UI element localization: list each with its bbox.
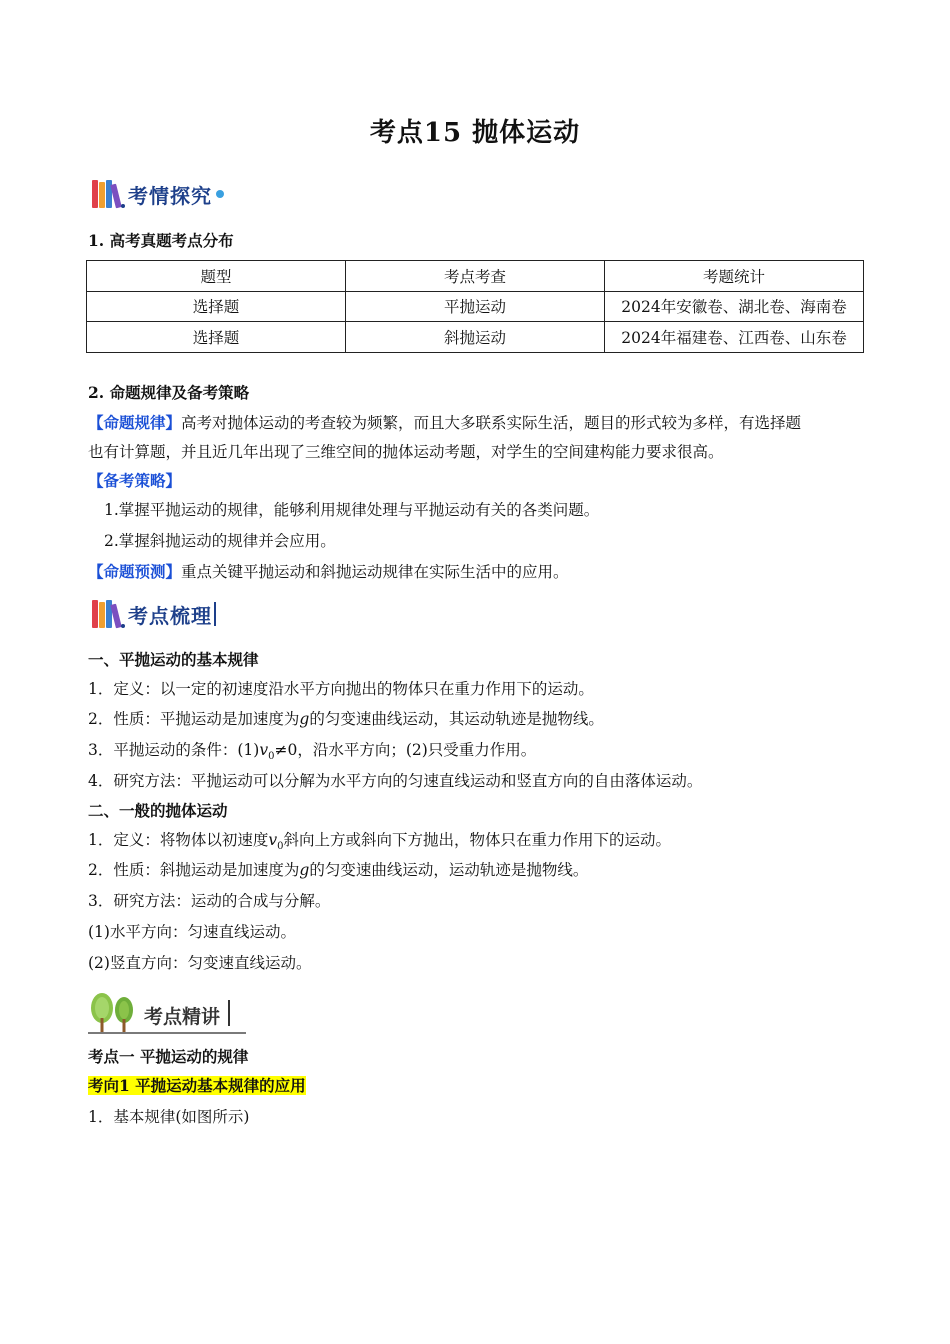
part3-heading: 考点一 平抛运动的规律 [88, 1047, 249, 1066]
exam-distribution-table [86, 260, 864, 353]
part1-line2: 2．性质：平抛运动是加速度为g的匀变速曲线运动，其运动轨迹是抛物线。 [88, 710, 604, 728]
section-banner-key-points [90, 596, 216, 632]
var-v: v [259, 741, 269, 759]
var-v: v [268, 831, 278, 849]
part1-line3: 3．平抛运动的条件：$(1)v_0\ne 0$，沿水平方向；(2)只受重力作用。 [88, 741, 537, 763]
table-cell: 2024年福建卷、江西卷、山东卷 [605, 322, 864, 353]
var-g: g [299, 710, 310, 728]
var-subscript: 0 [268, 751, 275, 763]
distribution-heading: 1. 高考真题考点分布 [88, 231, 234, 250]
part3-line1: 1．基本规律(如图所示) [88, 1108, 250, 1126]
table-header-cell: 考点考查 [346, 261, 605, 292]
banner-underline [88, 1032, 246, 1034]
rule-text: 高考对抛体运动的考查较为频繁，而且大多联系实际生活，题目的形式较为多样，有选择题 [181, 414, 802, 432]
strategy-heading: 2. 命题规律及备考策略 [88, 383, 250, 402]
table-row [87, 322, 864, 353]
rule-tag: 【命题规律】 [88, 413, 182, 432]
part2-line3: 3．研究方法：运动的合成与分解。 [88, 892, 331, 910]
table-header-cell: 考题统计 [605, 261, 864, 292]
tree-icon [88, 992, 138, 1034]
part1-heading: 一、平抛运动的基本规律 [88, 650, 259, 669]
part2-heading: 二、一般的抛体运动 [88, 801, 228, 820]
part2-line4: (1)水平方向：匀速直线运动。 [88, 923, 296, 941]
page-title: 考点15 抛体运动 [369, 118, 581, 148]
forecast-text: 重点关键平抛运动和斜抛运动规律在实际生活中的应用。 [181, 563, 569, 581]
table-header-row [87, 261, 864, 292]
part2-line2: 2．性质：斜抛运动是加速度为g的匀变速曲线运动，运动轨迹是抛物线。 [88, 861, 589, 879]
part1-line4: 4．研究方法：平抛运动可以分解为水平方向的匀速直线运动和竖直方向的自由落体运动。 [88, 772, 703, 790]
table-cell: 平抛运动 [346, 291, 605, 322]
section-banner-explanation [88, 992, 248, 1036]
table-header-cell: 题型 [87, 261, 346, 292]
highlighted-subheading: 考向1 平抛运动基本规律的应用 [88, 1076, 306, 1095]
part1-line1: 1．定义：以一定的初速度沿水平方向抛出的物体只在重力作用下的运动。 [88, 680, 594, 698]
banner-title: 考情探究 [128, 183, 212, 208]
banner-title: 考点梳理 [128, 603, 212, 628]
prep-item-1: 1.掌握平抛运动的规律，能够利用规律处理与平抛运动有关的各类问题。 [104, 501, 600, 519]
prep-tag: 【备考策略】 [88, 471, 182, 490]
part2-line5: (2)竖直方向：匀变速直线运动。 [88, 954, 312, 972]
table-cell: 选择题 [87, 322, 346, 353]
forecast-paragraph [88, 562, 569, 582]
table-cell: 选择题 [87, 291, 346, 322]
prep-item-2: 2.掌握斜抛运动的规律并会应用。 [104, 532, 336, 550]
dot-icon [216, 190, 224, 198]
section-banner-exam-analysis [90, 176, 224, 212]
books-icon [90, 178, 126, 210]
var-subscript: 0 [277, 841, 284, 853]
table-row [87, 291, 864, 322]
text-cursor [214, 602, 216, 626]
forecast-tag: 【命题预测】 [88, 562, 182, 581]
part2-line1: 1．定义：将物体以初速度$v_0$斜向上方或斜向下方抛出，物体只在重力作用下的运动。 [88, 831, 672, 853]
rule-paragraph-line1 [88, 413, 801, 433]
table-cell: 斜抛运动 [346, 322, 605, 353]
banner-title: 考点精讲 [144, 1006, 221, 1028]
text-cursor [228, 1000, 230, 1026]
var-g: g [299, 861, 310, 879]
rule-paragraph-line2: 也有计算题，并且近几年出现了三维空间的抛体运动考题，对学生的空间建构能力要求很高。 [88, 443, 724, 461]
books-icon [90, 598, 126, 630]
table-cell: 2024年安徽卷、湖北卷、海南卷 [605, 291, 864, 322]
